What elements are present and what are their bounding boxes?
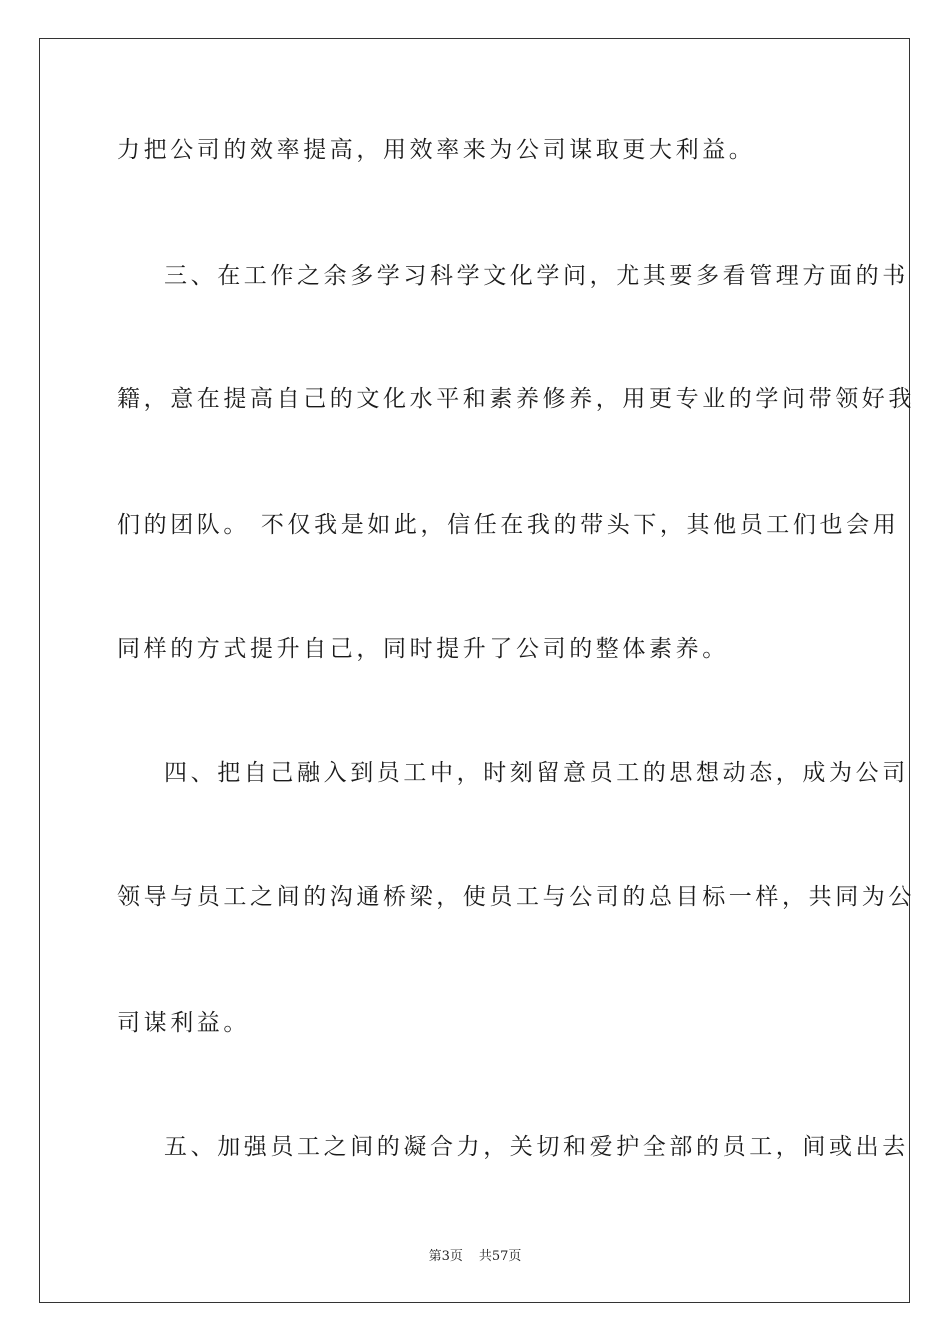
page-footer: [0, 1248, 950, 1266]
paragraph-5-start: 五、加强员工之间的凝合力，关切和爱护全部的员工，间或出去: [164, 1134, 909, 1160]
page-number: 第3页: [428, 1249, 463, 1264]
body-text-line: 们的团队。 不仅我是如此，信任在我的带头下，其他员工们也会用: [117, 512, 900, 538]
page-border: [39, 38, 915, 1303]
body-text-line: 力把公司的效率提高，用效率来为公司谋取更大利益。: [117, 137, 756, 163]
paragraph-3-start: 三、在工作之余多学习科学文化学问，尤其要多看管理方面的书: [164, 263, 909, 289]
paragraph-4-start: 四、把自己融入到员工中，时刻留意员工的思想动态，成为公司: [164, 760, 909, 786]
body-text-line: 籍，意在提高自己的文化水平和素养修养，用更专业的学问带领好我: [117, 386, 915, 412]
body-text-line: 司谋利益。: [117, 1010, 250, 1036]
total-pages: 共57页: [478, 1249, 522, 1264]
body-text-line: 同样的方式提升自己，同时提升了公司的整体素养。: [117, 636, 729, 662]
body-text-line: 领导与员工之间的沟通桥梁，使员工与公司的总目标一样，共同为公: [117, 884, 915, 910]
